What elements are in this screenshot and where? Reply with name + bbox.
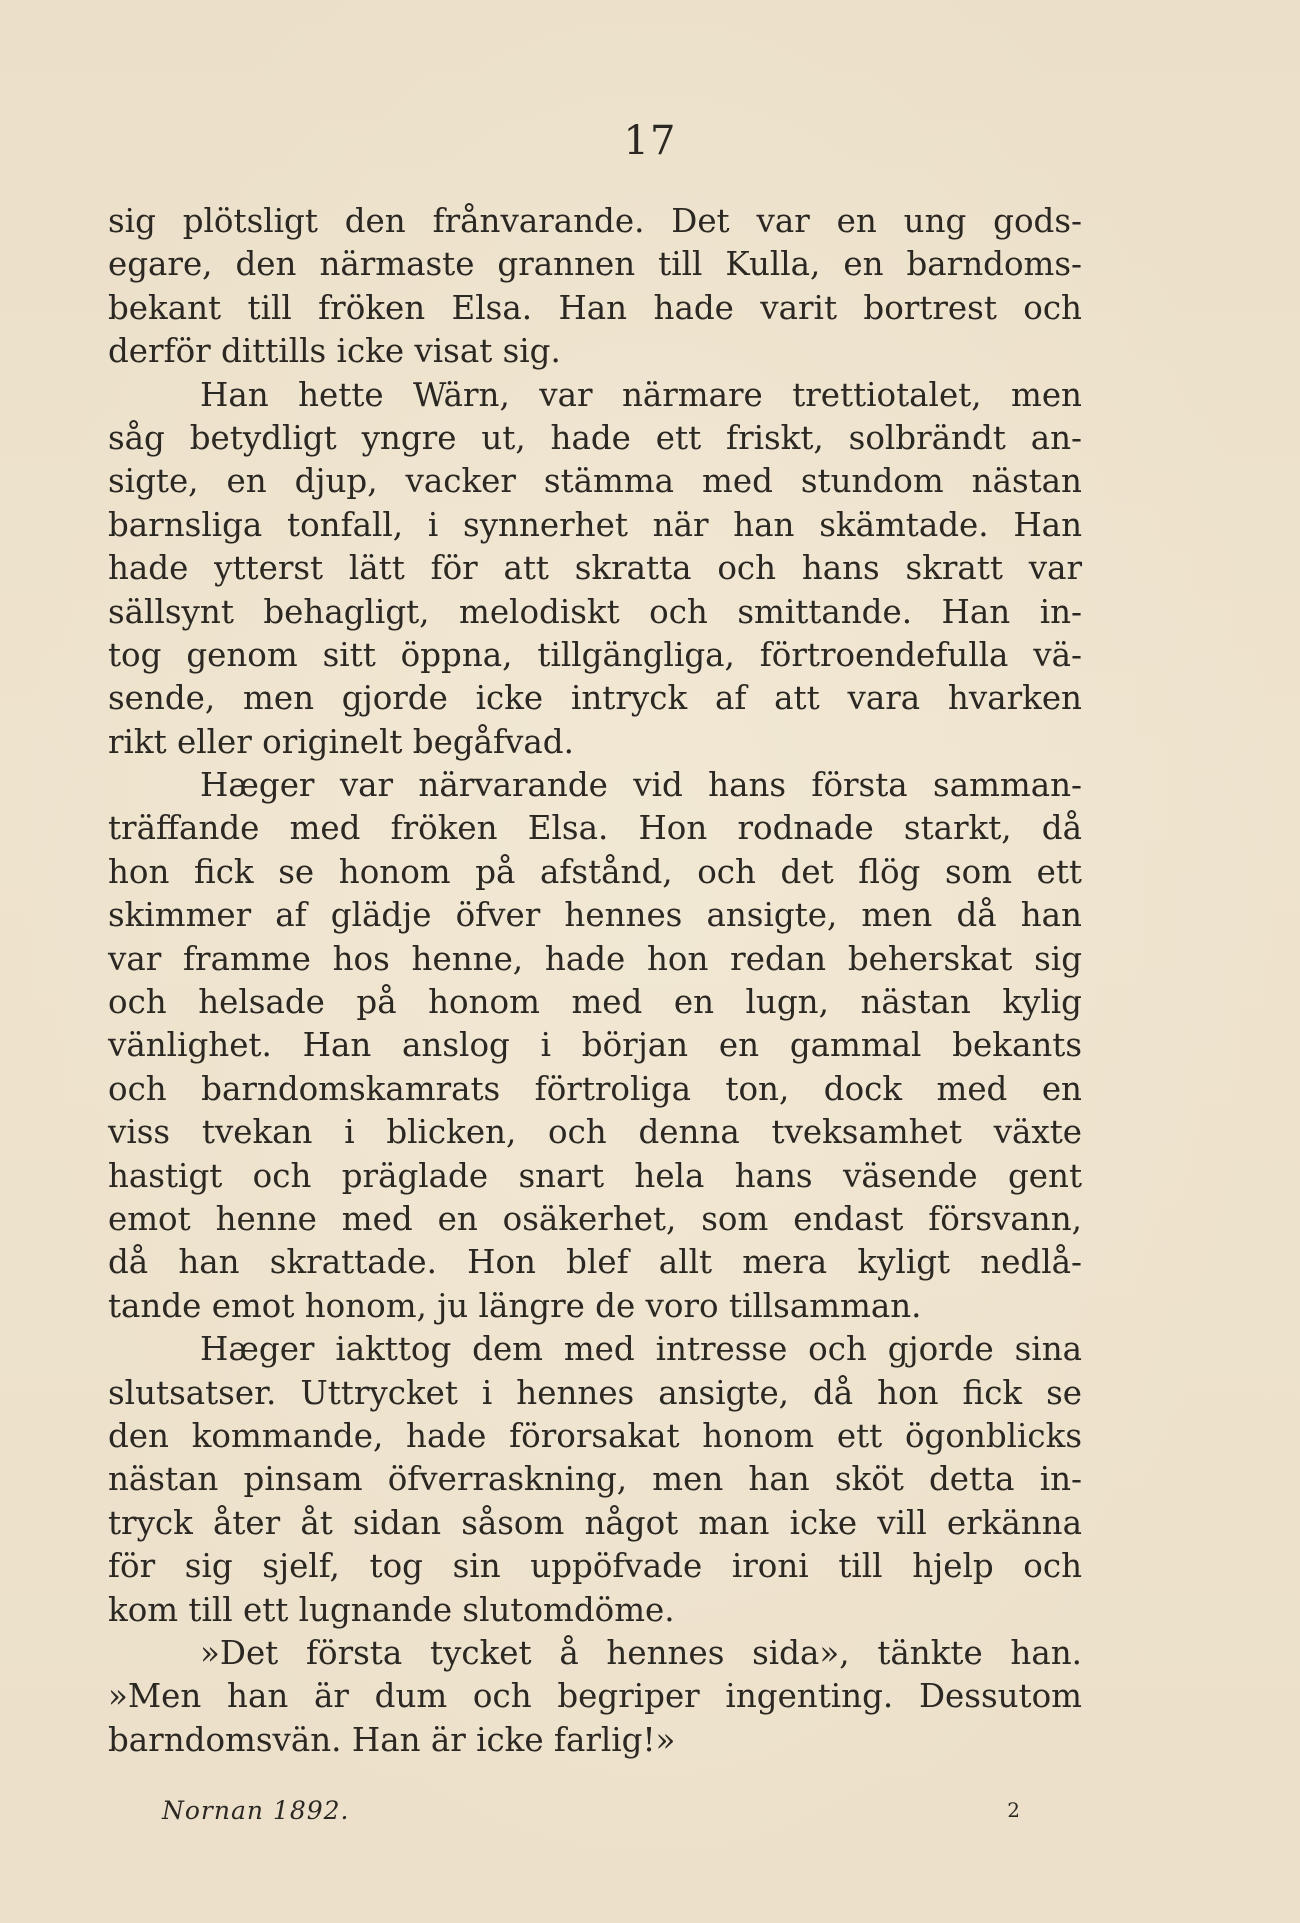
text-line: tryck åter åt sidan såsom något man icke vill erkänna (108, 1503, 1082, 1542)
text-line: och barndomskamrats förtroliga ton, dock med en (108, 1069, 1082, 1108)
text-line: tande emot honom, ju längre de voro tillsamman. (108, 1286, 922, 1325)
body-text (108, 200, 1082, 1762)
text-line: derför dittills icke visat sig. (108, 332, 561, 371)
text-line: sigte, en djup, vacker stämma med stundom nästan (108, 462, 1082, 501)
text-line: var framme hos henne, hade hon redan beherskat sig (108, 939, 1082, 978)
text-line: slutsatser. Uttrycket i hennes ansigte, då hon fick se (108, 1373, 1082, 1412)
text-line: träffande med fröken Elsa. Hon rodnade starkt, då (108, 809, 1082, 848)
text-line: hon fick se honom på afstånd, och det flög som ett (108, 852, 1082, 891)
text-line: hade ytterst lätt för att skratta och hans skratt var (108, 549, 1082, 588)
text-line: såg betydligt yngre ut, hade ett friskt, solbrändt an- (108, 418, 1082, 457)
text-line: bekant till fröken Elsa. Han hade varit bortrest och (108, 288, 1082, 327)
text-line: sende, men gjorde icke intryck af att vara hvarken (108, 679, 1082, 718)
text-line: Hæger var närvarande vid hans första samman- (200, 766, 1082, 805)
text-line: kom till ett lugnande slutomdöme. (108, 1590, 675, 1629)
text-line: sig plötsligt den frånvarande. Det var en ung gods- (108, 202, 1082, 240)
text-line: sällsynt behagligt, melodiskt och smittande. Han in- (108, 592, 1082, 631)
text-line: nästan pinsam öfverraskning, men han sköt detta in- (108, 1460, 1082, 1499)
text-line: tog genom sitt öppna, tillgängliga, förtroendefulla vä- (108, 635, 1082, 674)
text-line: Hæger iakttog dem med intresse och gjorde sina (200, 1330, 1082, 1369)
page-footer (108, 1796, 1082, 1836)
text-line: barndomsvän. Han är icke farlig!» (108, 1720, 676, 1759)
text-line: då han skrattade. Hon blef allt mera kyligt nedlå- (108, 1243, 1082, 1282)
signature-mark: Nornan 1892. (162, 1796, 350, 1825)
text-line: viss tvekan i blicken, och denna tveksamhet växte (108, 1113, 1082, 1152)
text-line: »Det första tycket å hennes sida», tänkte han. (200, 1633, 1082, 1672)
text-line: skimmer af glädje öfver hennes ansigte, men då han (108, 896, 1082, 935)
text-line: »Men han är dum och begriper ingenting. Dessutom (108, 1677, 1082, 1716)
text-line: för sig sjelf, tog sin uppöfvade ironi till hjelp och (108, 1547, 1082, 1586)
text-line: Han hette Wärn, var närmare trettiotalet, men (200, 375, 1082, 414)
text-line: den kommande, hade förorsakat honom ett ögonblicks (108, 1416, 1082, 1455)
sheet-number: 2 (1007, 1798, 1020, 1822)
text-line: rikt eller originelt begåfvad. (108, 722, 574, 761)
text-line: hastigt och präglade snart hela hans väsende gent (108, 1156, 1082, 1195)
text-line: vänlighet. Han anslog i början en gammal bekants (108, 1026, 1082, 1065)
text-line: och helsade på honom med en lugn, nästan kylig (108, 983, 1082, 1022)
text-line: emot henne med en osäkerhet, som endast försvann, (108, 1199, 1082, 1238)
page-number: 17 (623, 118, 677, 164)
text-line: egare, den närmaste grannen till Kulla, en barndoms- (108, 245, 1082, 284)
text-line: barnsliga tonfall, i synnerhet när han skämtade. Han (108, 505, 1082, 544)
